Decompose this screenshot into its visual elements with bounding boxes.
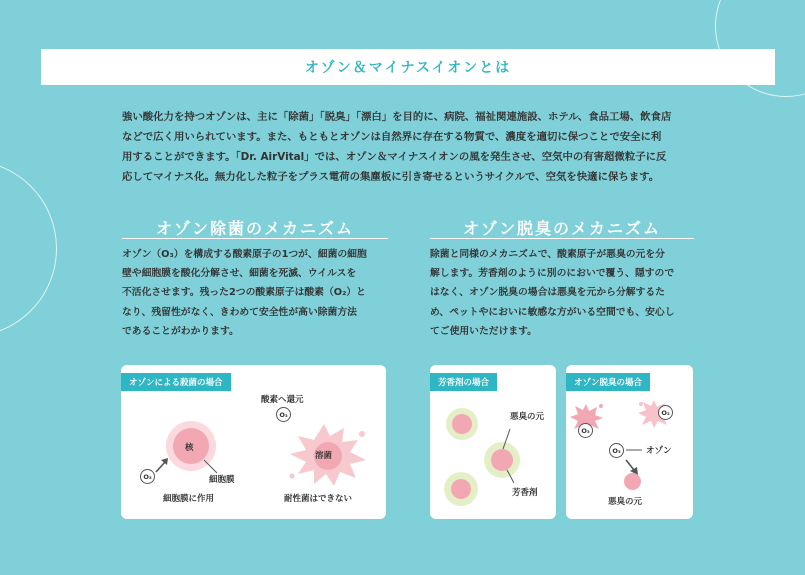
deodorization-body-line: 除菌と同様のメカニズムで、酸素原子が悪臭の元を分 [430, 249, 665, 260]
deodorization-body [430, 245, 700, 341]
act-on-membrane-label: 細胞膜に作用 [163, 494, 215, 504]
odor-source-label: 悪臭の元 [608, 497, 643, 507]
deodorization-card-tag: オゾン脱臭の場合 [566, 373, 650, 391]
fragrance-card-tag: 芳香剤の場合 [430, 373, 497, 391]
ozone-leader-line [626, 449, 646, 453]
sterilization-body-line: 壁や細胞膜を酸化分解させ、細菌を死滅、ウイルスを [122, 268, 357, 280]
ozone-molecule-icon: O₃ [578, 423, 593, 438]
ozone-molecule-icon: O₃ [658, 405, 673, 420]
fragrance-label: 芳香剤 [512, 488, 538, 498]
arrow-icon [155, 457, 175, 477]
fragrance-diagram-card [430, 365, 556, 519]
intro-line: 用することができます。「Dr. AirVital」では、オゾン＆マイナスイオンの風を発生させ、空気中の有害超微粒子に反 [122, 151, 667, 163]
sterilization-body-line: 不活化させます。残った2つの酸素原子は酸素（O₂）と [122, 287, 366, 299]
odor-source-label: 悪臭の元 [510, 412, 545, 422]
ozone-molecule-icon: O₃ [276, 407, 291, 422]
ozone-label: オゾン [646, 446, 672, 456]
deodorization-diagram-card [566, 365, 693, 519]
lysis-label: 溶菌 [315, 451, 333, 461]
sterilization-heading: オゾン除菌のメカニズム [155, 219, 354, 238]
reduce-to-oxygen-label: 酸素へ還元 [261, 395, 304, 405]
membrane-label: 細胞膜 [209, 475, 235, 485]
intro-paragraph [122, 107, 698, 187]
page-title: オゾン＆マイナスイオンとは [304, 60, 512, 76]
sterilization-body-line: オゾン（O₃）を構成する酸素原子の1つが、細菌の細胞 [122, 249, 367, 260]
sterilization-diagram-card [121, 365, 386, 519]
nucleus-label: 核 [185, 443, 194, 453]
ozone-molecule-icon: O₃ [140, 469, 155, 484]
deodorization-body-line: はなく、オゾン脱臭の場合は悪臭を元から分解するた [430, 287, 665, 299]
odor-leader-line [502, 425, 522, 445]
sterilization-heading-rule [122, 238, 388, 239]
intro-line: 強い酸化力を持つオゾンは、主に「除菌」「脱臭」「漂白」を目的に、病院、福祉関連施設、ホテル、食品工場、飲食店 [122, 111, 672, 123]
odor-particle [451, 479, 471, 499]
page-title-bar [41, 49, 775, 85]
sterilization-body-line: なり、残留性がなく、きわめて安全性が高い除菌方法 [122, 306, 357, 318]
odor-particle [452, 414, 472, 434]
decorative-circle-left [0, 160, 57, 337]
intro-line: 応してマイナス化。無力化した粒子をプラス電荷の集塵板に引き寄せるというサイクルで、空気を快適に保ちます。 [122, 171, 660, 183]
deodorization-body-line: 解します。芳香剤のように別のにおいで覆う、隠すので [430, 268, 675, 280]
sterilization-body-line: であることがわかります。 [122, 325, 239, 337]
ozone-molecule-icon: O₃ [609, 443, 624, 458]
deodorization-heading: オゾン脱臭のメカニズム [462, 219, 661, 238]
deodorization-body-line: てご使用いただけます。 [430, 325, 537, 337]
deodorization-body-line: め、ペットやにおいに敏感な方がいる空間でも、安心し [430, 306, 675, 318]
sterilization-card-tag: オゾンによる殺菌の場合 [121, 373, 231, 391]
sterilization-body [122, 245, 392, 341]
deodorization-heading-rule [430, 238, 694, 239]
odor-particle [491, 449, 513, 471]
intro-line: などで広く用いられています。また、もともとオゾンは自然界に存在する物質で、濃度を適切に保つことで安全に利 [122, 131, 662, 143]
odor-particle [624, 473, 641, 490]
no-resistant-bacteria-label: 耐性菌はできない [284, 494, 353, 504]
